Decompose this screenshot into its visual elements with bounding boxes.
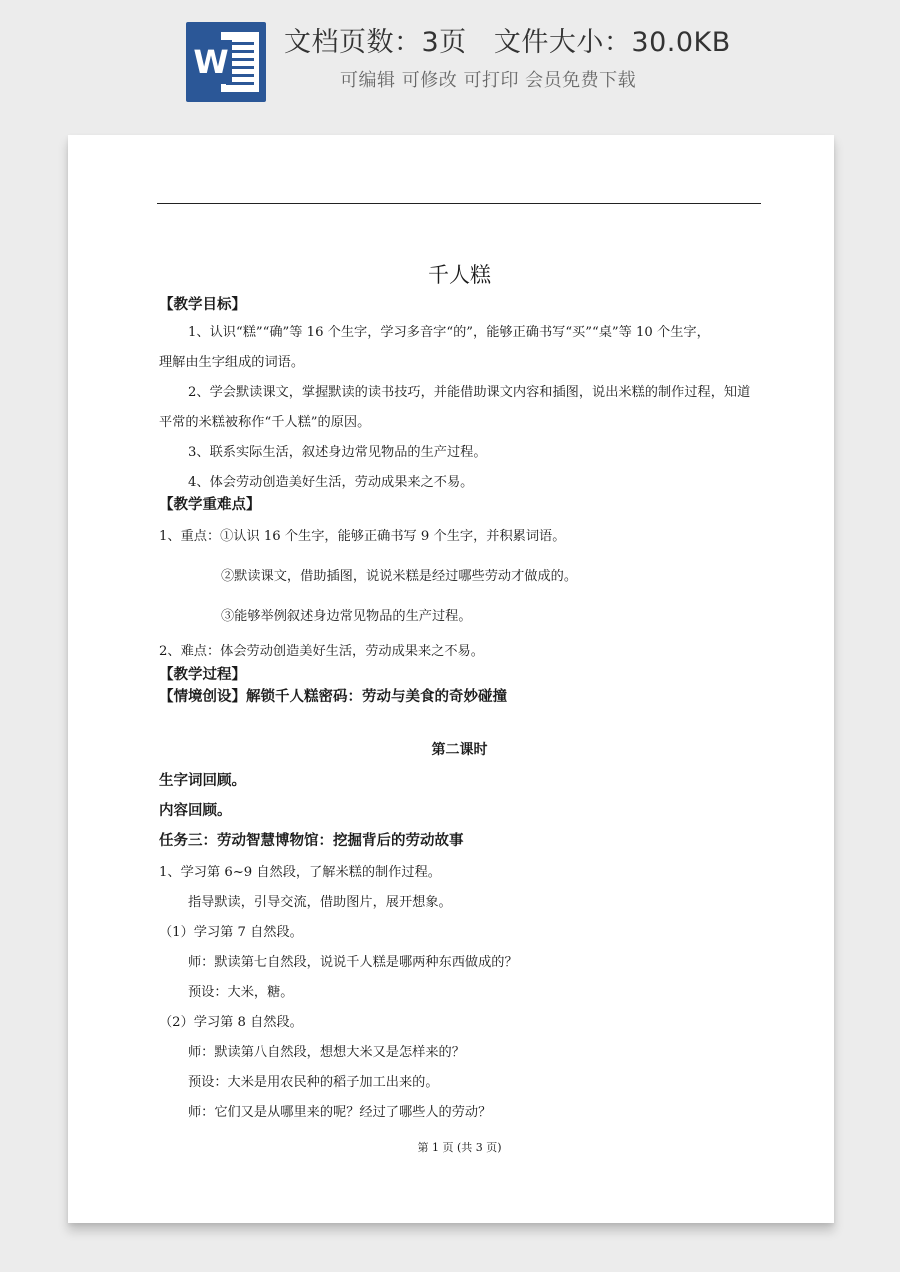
task-3-heading: 任务三：劳动智慧博物馆：挖掘背后的劳动故事 xyxy=(159,833,464,849)
substep-2: （2）学习第 8 自然段。 xyxy=(159,1015,303,1030)
process-heading: 【教学过程】 xyxy=(159,667,246,683)
substep-1-answer: 预设：大米，糖。 xyxy=(188,985,294,1000)
word-document-icon xyxy=(186,22,266,102)
key-point-1: 1、重点：①认识 16 个生字，能够正确书写 9 个生字，并积累词语。 xyxy=(159,529,566,544)
key-point-2: ②默读课文，借助插图，说说米糕是经过哪些劳动才做成的。 xyxy=(221,569,578,584)
scenario-heading: 【情境创设】解锁千人糕密码：劳动与美食的奇妙碰撞 xyxy=(159,689,507,705)
substep-1-teacher: 师：默读第七自然段，说说千人糕是哪两种东西做成的？ xyxy=(188,955,518,970)
key-point-3: ③能够举例叙述身边常见物品的生产过程。 xyxy=(221,609,472,624)
goals-heading: 【教学目标】 xyxy=(159,297,246,313)
page-footer: 第 1 页 (共 3 页) xyxy=(417,1141,502,1154)
review-content: 内容回顾。 xyxy=(159,803,232,819)
word-letter-icon: W xyxy=(190,40,232,84)
review-words: 生字词回顾。 xyxy=(159,773,246,789)
goal-4: 4、体会劳动创造美好生活，劳动成果来之不易。 xyxy=(188,475,474,490)
goal-1-line-1: 1、认识“糕”“确”等 16 个生字，学习多音字“的”，能够正确书写“买”“桌”等 10 个生字， xyxy=(188,325,710,340)
keypoints-heading: 【教学重难点】 xyxy=(159,497,261,513)
document-page xyxy=(68,135,834,1223)
step-1-guide: 指导默读，引导交流，借助图片，展开想象。 xyxy=(188,895,452,910)
banner-title: 文档页数：3页 文件大小：30.0KB xyxy=(284,27,731,58)
goal-2-line-1: 2、学会默读课文，掌握默读的读书技巧，并能借助课文内容和插图，说出米糕的制作过程，知道 xyxy=(188,385,751,400)
document-title: 千人糕 xyxy=(428,263,491,287)
goal-2-line-2: 平常的米糕被称作“千人糕”的原因。 xyxy=(159,415,371,430)
header-rule xyxy=(157,203,761,204)
substep-2-answer: 预设：大米是用农民种的稻子加工出来的。 xyxy=(188,1075,439,1090)
step-1: 1、学习第 6~9 自然段，了解米糕的制作过程。 xyxy=(159,865,441,880)
lesson-heading: 第二课时 xyxy=(431,742,488,758)
download-banner xyxy=(0,0,900,120)
substep-1: （1）学习第 7 自然段。 xyxy=(159,925,303,940)
substep-2-teacher-2: 师：它们又是从哪里来的呢？经过了哪些人的劳动？ xyxy=(188,1105,492,1120)
goal-3: 3、联系实际生活，叙述身边常见物品的生产过程。 xyxy=(188,445,487,460)
difficulty-point: 2、难点：体会劳动创造美好生活，劳动成果来之不易。 xyxy=(159,644,484,659)
goal-1-line-2: 理解由生字组成的词语。 xyxy=(159,355,305,370)
banner-subtitle: 可编辑 可修改 可打印 会员免费下载 xyxy=(340,70,637,91)
substep-2-teacher: 师：默读第八自然段，想想大米又是怎样来的？ xyxy=(188,1045,465,1060)
